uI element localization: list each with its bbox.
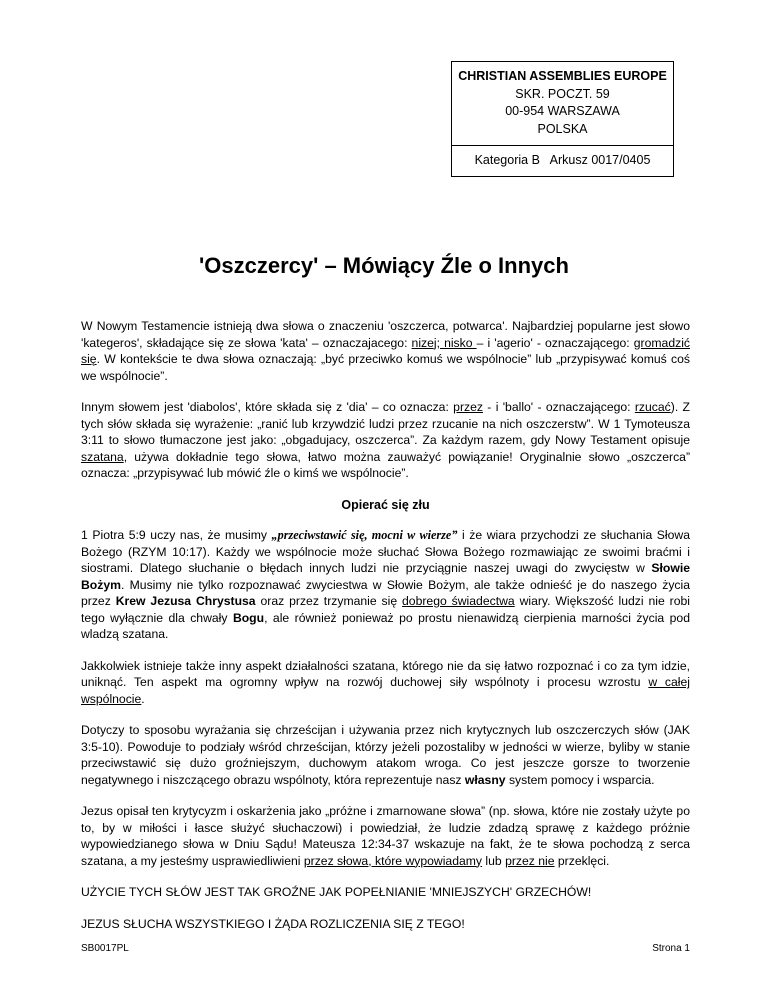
text: – i 'agerio' - oznaczającego:: [476, 335, 634, 350]
text: Jakkolwiek istnieje także inny aspekt działalności szatana, którego nie da się łatwo rozpoznać i co za tym idzie, uniknąć. Ten aspekt ma ogromny wpływ na rozwój duchowej siły wspólnoty i procesu wzrostu: [81, 658, 690, 689]
text: ). Z tych słów składa się wyrażenie: „ranić lub krzywdzić ludzi przez rzucanie na nich oszczerstw”. W 1 Tymoteusza 3:11 to słowo tłumaczone jest jako: „obgadujacy, oszczerca”. Za każdym razem, gdy Nowy Testament opisuje: [81, 400, 690, 447]
scripture-quote: „przeciwstawić się, mocni w wierze”: [271, 528, 458, 542]
bold-text: Krew Jezusa Chrystusa: [115, 594, 256, 608]
underlined-text: gromadzić się: [81, 335, 690, 366]
section-heading: Opierać się złu: [341, 497, 430, 512]
text: . W kontekście te dwa słowa oznaczają: „być przeciwko komuś we wspólnocie” lub „przypisywać komuś coś we wspólnocie”.: [81, 352, 690, 383]
paragraph-2: [81, 399, 690, 482]
text: - i 'ballo' - oznaczającego:: [482, 400, 635, 414]
underlined-text: przez: [453, 400, 483, 414]
category-line: Kategoria B Arkusz 0017/0405: [452, 145, 673, 176]
text: . Musimy nie tylko rozpoznawać zwyciestwa w Słowie Bożym, ale także odnieść je do naszego życia przez: [81, 577, 690, 608]
text: Jezus opisał ten krytycyzm i oskarżenia jako „próżne i zmarnowane słowa” (np. słowa, które nie zostały użyte po to, by w miłości i łasce służyć słuchaczowi) i powiedział, że ludzie zdadzą sprawę z każdego próżnie wypowiedzianego słowa w Dniu Sądu! Mateusza 12:34-37 wskazuje na fakt, że te słowa pochodzą z serca szatana, a my jesteśmy usprawiedliwieni: [81, 804, 690, 868]
text: wiary. Większość ludzi nie robi tego wyłącznie dla chwały: [81, 594, 690, 625]
underlined-text: przez słowa, które wypowiadamy: [303, 853, 483, 868]
paragraph-6: [81, 803, 690, 869]
text: , używa dokładnie tego słowa, łatwo można zauważyć powiązanie! Oryginalnie słowo „oszczerca” oznacza: „przypisywać lub mówić źle o kimś we wspólnocie”.: [81, 449, 690, 480]
text: i że wiara przychodzi ze słuchania Słowa Bożego (RZYM 10:17). Każdy we wspólnocie może słuchać Słowa Bożego rozmawiając ze swoimi braćmi i siostrami. Dlatego słuchanie o błędach innych ludzi nie przyciągnie naszej uwagi do zwycięstw w: [81, 528, 690, 575]
text: W Nowym Testamencie istnieją dwa słowa o znaczeniu 'oszczerca, potwarca'. Najbardziej popularne jest słowo 'kategeros', składające się ze słowa 'kata' – oznaczajacego:: [81, 319, 690, 350]
text: 1 Piotra 5:9 uczy nas, że musimy: [81, 528, 272, 542]
bold-text: własny: [464, 772, 506, 787]
document-title: 'Oszczercy' – Mówiący Źle o Innych: [199, 253, 569, 278]
address-line-1: SKR. POCZT. 59: [515, 86, 610, 101]
paragraph-1: [81, 318, 690, 384]
paragraph-4: [81, 658, 690, 708]
text: , ale również ponieważ po prostu nienawidzą cierpienia marności życia pod wladzą szatana.: [81, 610, 690, 641]
organization-name: CHRISTIAN ASSEMBLIES EUROPE: [458, 69, 667, 83]
underlined-text: nizej; nisko: [411, 335, 477, 350]
bold-text: Słowie Bożym: [81, 561, 690, 592]
address-block: [452, 62, 673, 145]
paragraph-8: JEZUS SŁUCHA WSZYSTKIEGO I ŻĄDA ROZLICZENIA SIĘ Z TEGO!: [81, 916, 465, 931]
paragraph-5: [81, 722, 690, 788]
underlined-text: dobrego świadectwa: [402, 594, 515, 608]
text: Innym słowem jest 'diabolos', które składa się z 'dia' – co oznacza:: [81, 400, 454, 414]
underlined-text: rzucać: [634, 400, 671, 414]
text: przeklęci.: [554, 853, 610, 868]
address-line-3: POLSKA: [537, 121, 588, 136]
paragraph-7: UŻYCIE TYCH SŁÓW JEST TAK GROŹNE JAK POPEŁNIANIE 'MNIEJSZYCH' GRZECHÓW!: [81, 885, 592, 899]
text: Dotyczy to sposobu wyrażania się chrześcijan i używania przez nich krytycznych lub oszczerczych słów (JAK 3:5-10). Powoduje to podziały wśród chrześcijan, którzy jeżeli pozostaliby w jedności w wierze, byliby w stanie przeciwstawić się dużo groźniejszym, duchowym atakom wroga. Co jest jeszcze gorsze to tworzenie negatywnego i niszczącego obrazu wspólnoty, która reprezentuje nasz: [81, 723, 690, 787]
bold-text: Bogu: [232, 610, 265, 625]
document-body: [81, 318, 690, 947]
page-number: Strona 1: [652, 943, 690, 954]
underlined-text: przez nie: [505, 853, 555, 868]
text: oraz przez trzymanie się: [255, 594, 403, 608]
address-box: [451, 61, 674, 177]
text: .: [141, 691, 145, 706]
text: system pomocy i wsparcia.: [505, 772, 655, 787]
document-code: SB0017PL: [81, 943, 129, 954]
underlined-text: w całej wspólnocie: [81, 675, 690, 706]
paragraph-3: [81, 527, 690, 643]
text: lub: [482, 853, 506, 868]
underlined-text: szatana: [81, 449, 124, 464]
address-line-2: 00-954 WARSZAWA: [505, 104, 620, 118]
